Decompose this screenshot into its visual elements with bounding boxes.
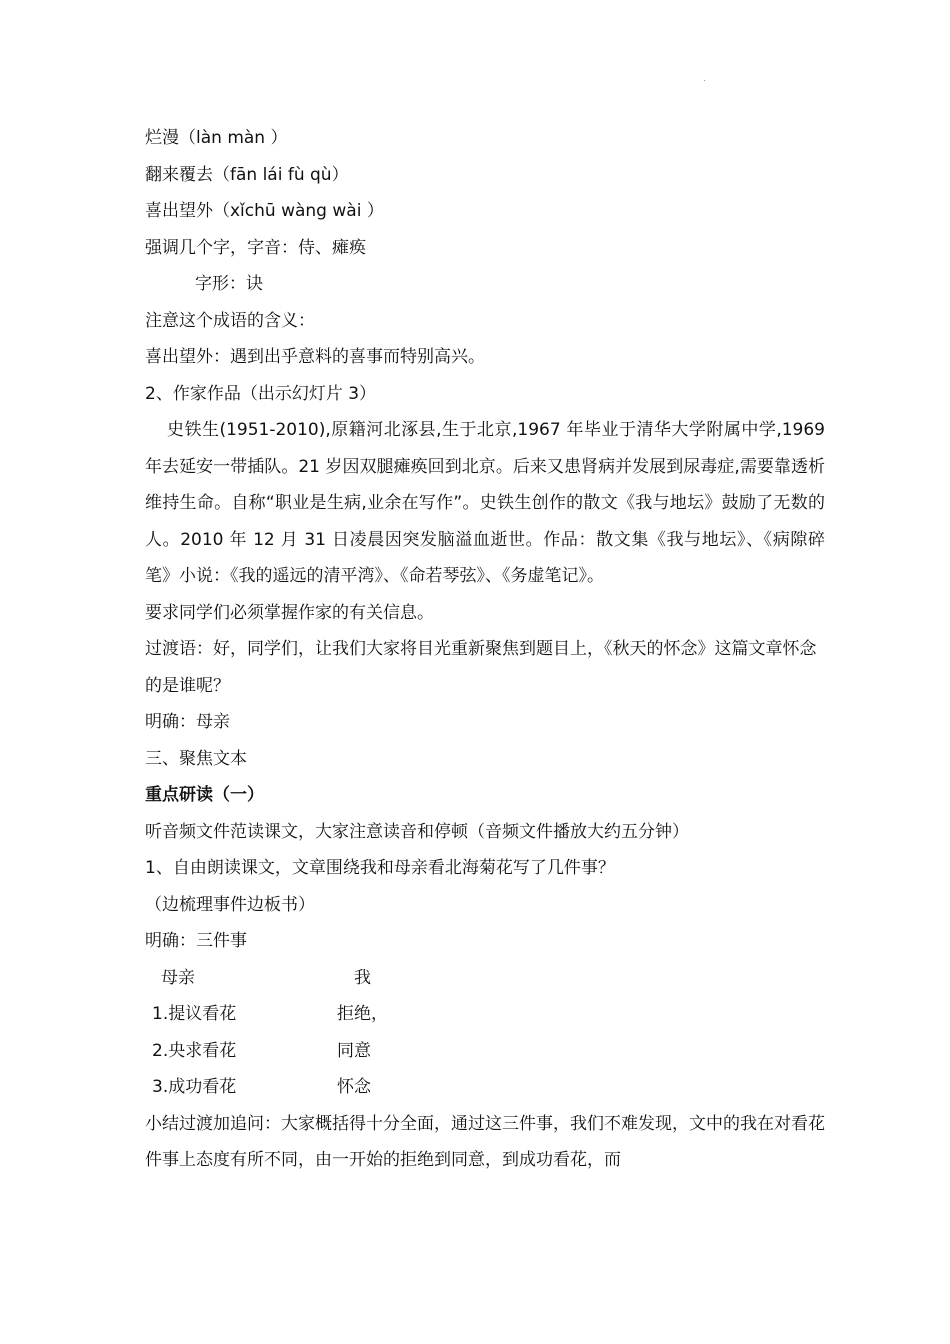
table-row bbox=[145, 1033, 825, 1070]
answer-line: 明确：三件事 bbox=[145, 931, 247, 951]
audio-instruction: 听音频文件范读课文，大家注意读音和停顿（音频文件播放大约五分钟） bbox=[145, 821, 689, 842]
pinyin-line: 喜出望外（xǐchū wàng wài ） bbox=[145, 201, 384, 221]
mother-event: 3.成功看花 bbox=[152, 1077, 237, 1097]
events-table bbox=[145, 960, 825, 1106]
mother-event: 1.提议看花 bbox=[152, 1004, 237, 1024]
emphasis-shape-line: 字形：诀 bbox=[195, 274, 263, 294]
table-row bbox=[145, 996, 825, 1033]
idiom-meaning: 喜出望外：遇到出乎意料的喜事而特别高兴。 bbox=[145, 347, 485, 367]
events-table-header bbox=[145, 960, 825, 997]
board-note: （边梳理事件边板书） bbox=[145, 894, 315, 915]
my-response: 怀念 bbox=[337, 1077, 371, 1097]
document-body bbox=[145, 120, 825, 1179]
idiom-note: 注意这个成语的含义： bbox=[145, 310, 315, 331]
pinyin-line: 翻来覆去（fān lái fù qù） bbox=[145, 164, 349, 185]
section-heading-author: 2、作家作品（出示幻灯片 3） bbox=[145, 383, 377, 404]
focus-reading-title: 重点研读（一） bbox=[145, 785, 264, 805]
my-response: 同意 bbox=[337, 1040, 371, 1061]
author-bio-paragraph: 史铁生(1951-2010),原籍河北涿县,生于北京,1967 年毕业于清华大学附属中学,1969 年去延安一带插队。21 岁因双腿瘫痪回到北京。后来又患肾病并发展到尿毒症,需要靠透析维持生命。自称“职业是生病,业余在写作”。史铁生创作的散文《我与地坛》鼓励了无数的人。2010 年 12 月 31 日凌晨因突发脑溢血逝世。作品：散文集《我与地坛》、《病隙碎笔》小说：《我的遥远的清平湾》、《命若琴弦》、《务虚笔记》。 bbox=[145, 420, 825, 586]
pinyin-line: 烂漫（làn màn ） bbox=[145, 128, 288, 148]
my-response: 拒绝， bbox=[337, 1004, 388, 1024]
section-heading-focus: 三、聚焦文本 bbox=[145, 748, 247, 769]
header-mother: 母亲 bbox=[161, 967, 195, 988]
summary-paragraph: 小结过渡加追问：大家概括得十分全面，通过这三件事，我们不难发现，文中的我在对看花件事上态度有所不同，由一开始的拒绝到同意，到成功看花，而 bbox=[145, 1113, 825, 1170]
header-me: 我 bbox=[354, 967, 371, 988]
page-corner-mark: . bbox=[703, 74, 706, 84]
transition-paragraph: 过渡语：好，同学们，让我们大家将目光重新聚焦到题目上，《秋天的怀念》这篇文章怀念的是谁呢？ bbox=[145, 639, 817, 696]
mother-event: 2.央求看花 bbox=[152, 1040, 237, 1061]
answer-line: 明确：母亲 bbox=[145, 712, 230, 732]
emphasis-sound-line: 强调几个字，字音：侍、瘫痪 bbox=[145, 237, 366, 258]
table-row bbox=[145, 1069, 825, 1106]
question-line: 1、自由朗读课文，文章围绕我和母亲看北海菊花写了几件事？ bbox=[145, 858, 615, 878]
requirement-line: 要求同学们必须掌握作家的有关信息。 bbox=[145, 602, 434, 623]
